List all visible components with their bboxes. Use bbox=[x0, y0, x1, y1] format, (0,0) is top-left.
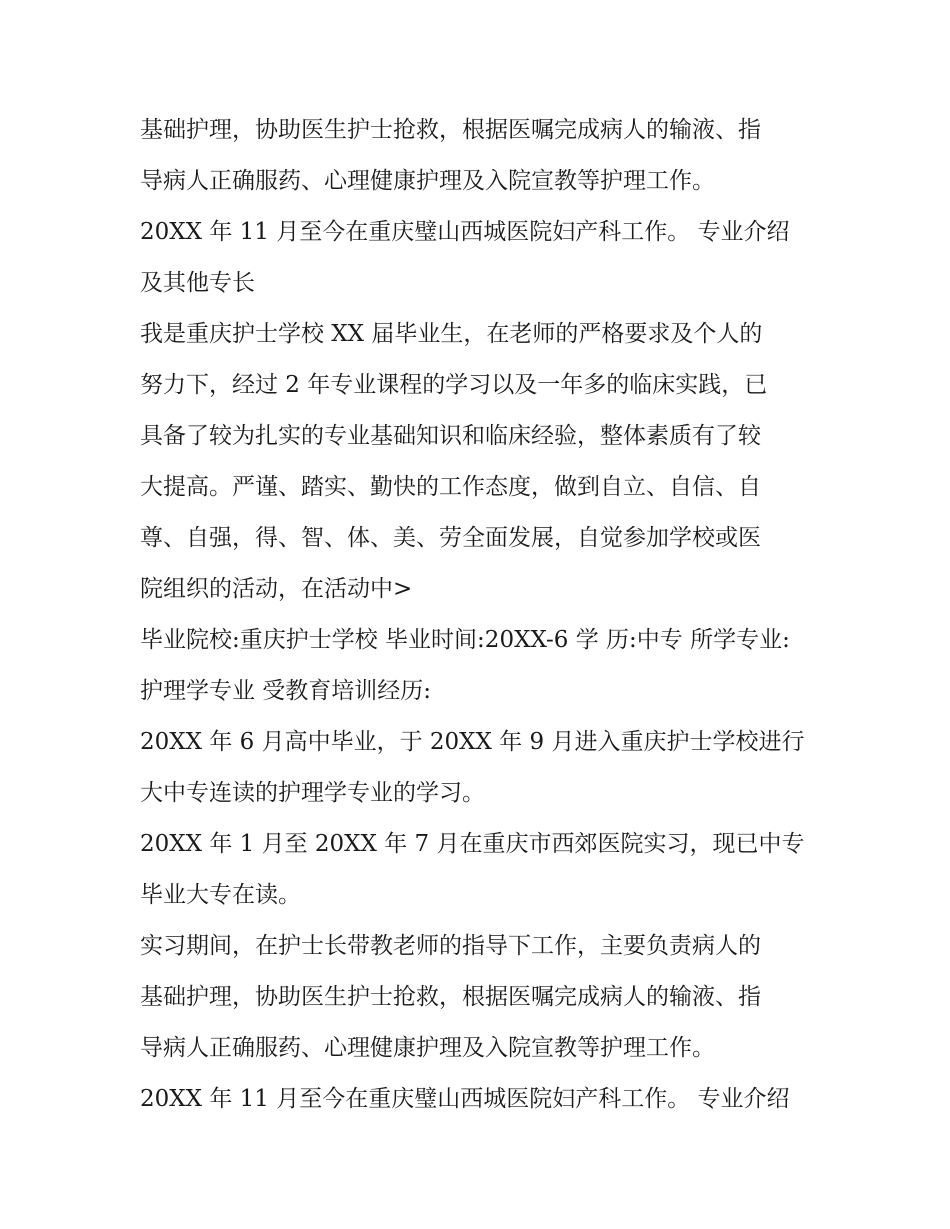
text-line: 导病人正确服药、心理健康护理及入院宣教等护理工作。 bbox=[140, 168, 715, 194]
text-line: 毕业大专在读。 bbox=[140, 882, 301, 908]
text-line: 具备了较为扎实的专业基础知识和临床经验，整体素质有了较 bbox=[140, 423, 761, 449]
text-line: 20XX 年 6 月高中毕业，于 20XX 年 9 月进入重庆护士学校进行 bbox=[140, 729, 805, 755]
text-line: 及其他专长 bbox=[140, 270, 255, 296]
text-line: 毕业院校:重庆护士学校 毕业时间:20XX-6 学 历:中专 所学专业: bbox=[140, 627, 790, 653]
text-line: 大中专连读的护理学专业的学习。 bbox=[140, 780, 485, 806]
text-line: 努力下，经过 2 年专业课程的学习以及一年多的临床实践，已 bbox=[140, 372, 768, 398]
text-line: 实习期间，在护士长带教老师的指导下工作，主要负责病人的 bbox=[140, 933, 761, 959]
text-line: 导病人正确服药、心理健康护理及入院宣教等护理工作。 bbox=[140, 1035, 715, 1061]
body-text bbox=[140, 105, 820, 1125]
text-line: 基础护理，协助医生护士抢救，根据医嘱完成病人的输液、指 bbox=[140, 117, 761, 143]
text-line: 我是重庆护士学校 XX 届毕业生，在老师的严格要求及个人的 bbox=[140, 321, 763, 347]
text-line: 护理学专业 受教育培训经历: bbox=[140, 678, 432, 704]
text-line: 尊、自强，得、智、体、美、劳全面发展，自觉参加学校或医 bbox=[140, 525, 761, 551]
text-line: 20XX 年 11 月至今在重庆璧山西城医院妇产科工作。 专业介绍 bbox=[140, 219, 790, 245]
text-line: 院组织的活动，在活动中> bbox=[140, 576, 413, 602]
text-line: 20XX 年 11 月至今在重庆璧山西城医院妇产科工作。 专业介绍 bbox=[140, 1086, 790, 1112]
text-line: 大提高。严谨、踏实、勤快的工作态度，做到自立、自信、自 bbox=[140, 474, 761, 500]
text-line: 基础护理，协助医生护士抢救，根据医嘱完成病人的输液、指 bbox=[140, 984, 761, 1010]
text-line: 20XX 年 1 月至 20XX 年 7 月在重庆市西郊医院实习，现已中专 bbox=[140, 831, 805, 857]
